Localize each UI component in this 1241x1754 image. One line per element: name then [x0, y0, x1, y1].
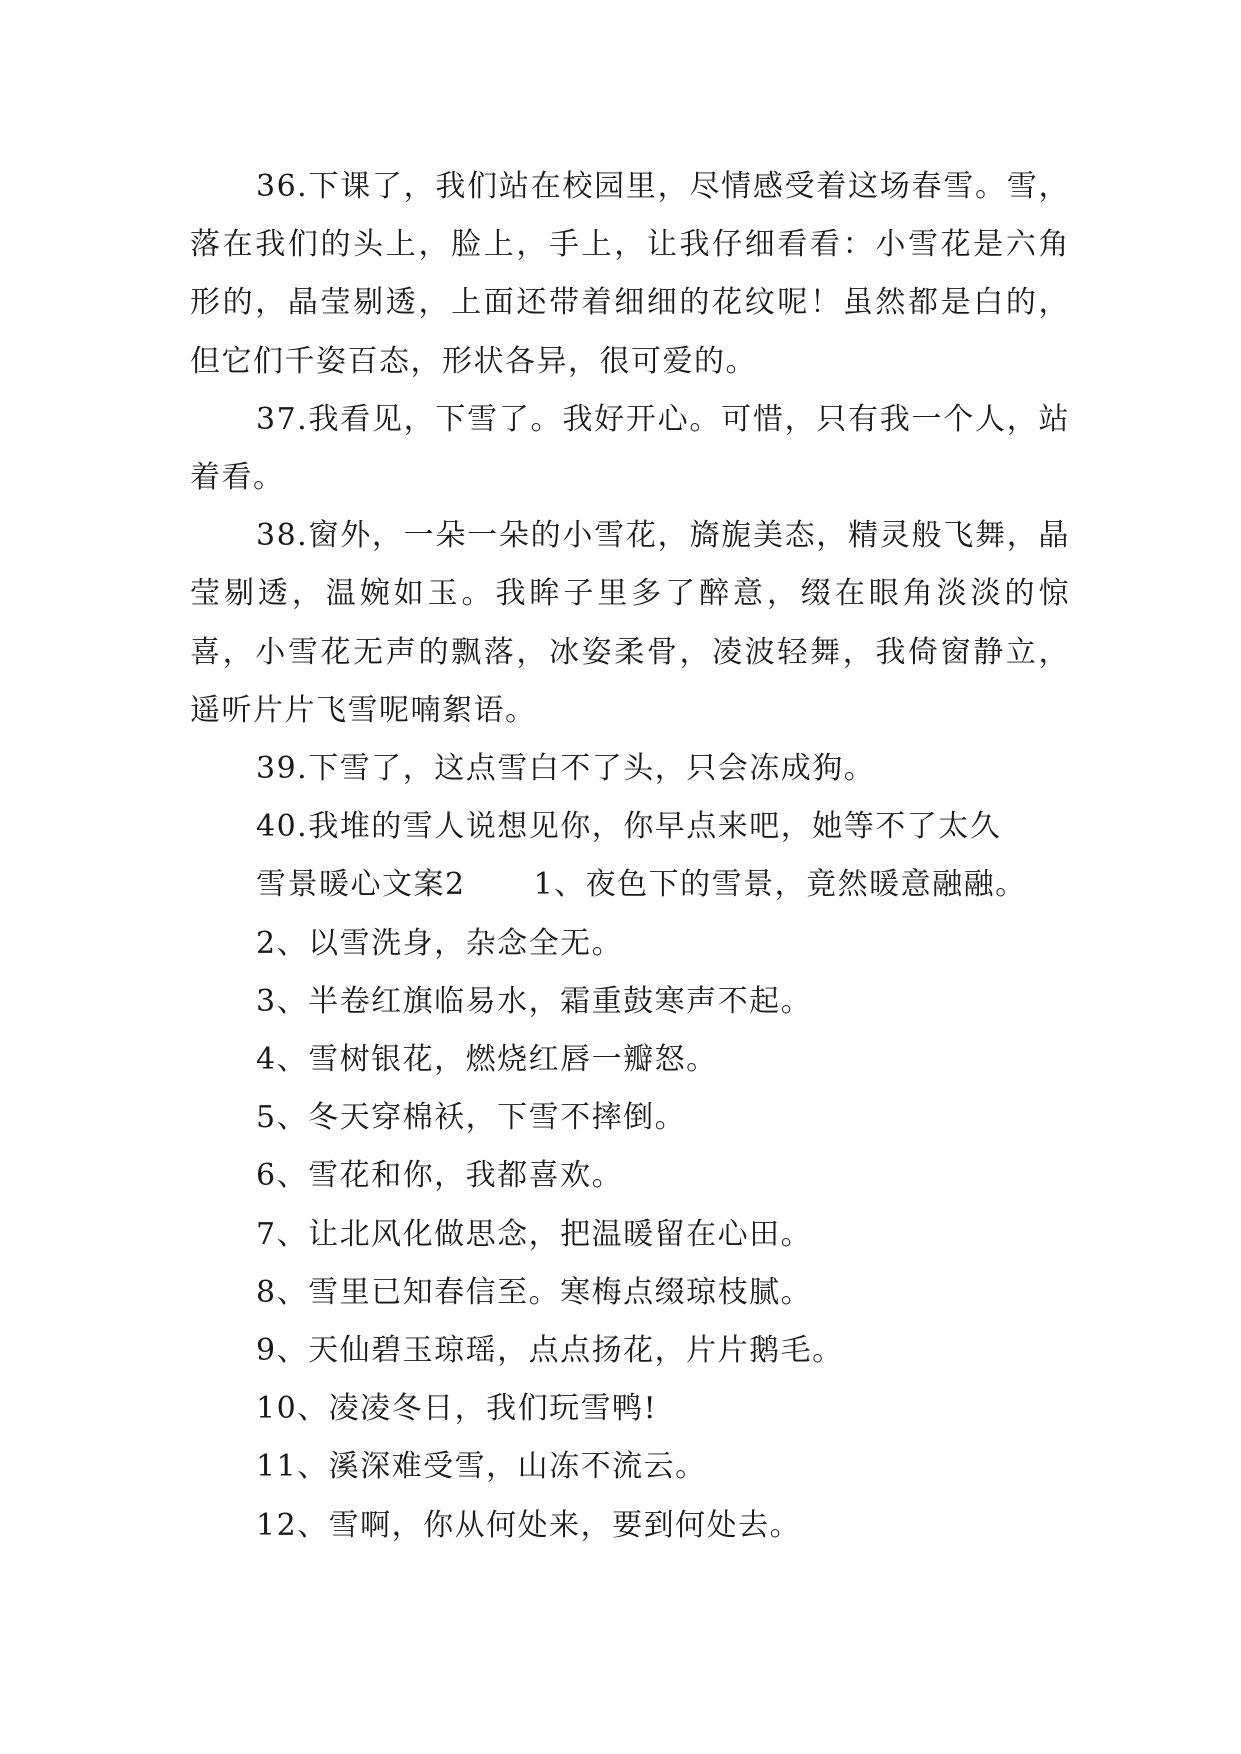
list-item-11: 11、溪深难受雪，山冻不流云。 [256, 1449, 707, 1485]
document-body [190, 158, 1070, 1555]
list-item-7: 7、让北风化做思念，把温暖留在心田。 [256, 1216, 813, 1252]
list-item-10: 10、凌凌冬日，我们玩雪鸭! [256, 1391, 658, 1427]
list-item-12: 12、雪啊，你从何处来，要到何处去。 [256, 1507, 802, 1543]
section-title: 雪景暖心文案2 [256, 867, 466, 903]
section-heading-line [190, 856, 1070, 914]
paragraph-38: 38.窗外，一朵一朵的小雪花，旖旎美态，精灵般飞舞，晶莹剔透，温婉如玉。我眸子里多了醉意，缀在眼角淡淡的惊喜，小雪花无声的飘落，冰姿柔骨，凌波轻舞，我倚窗静立，遥听片片飞雪呢喃絮语。 [190, 518, 1070, 728]
list-item-2: 2、以雪洗身，杂念全无。 [256, 925, 624, 961]
list-item-4: 4、雪树银花，燃烧红唇一瓣怒。 [256, 1042, 718, 1078]
list-item-9: 9、天仙碧玉琼瑶，点点扬花，片片鹅毛。 [256, 1333, 844, 1369]
paragraph-36: 36.下课了，我们站在校园里，尽情感受着这场春雪。雪，落在我们的头上，脸上，手上，让我仔细看看：小雪花是六角形的，晶莹剔透，上面还带着细细的花纹呢！虽然都是白的，但它们千姿百态，形状各异，很可爱的。 [190, 169, 1070, 379]
list-item-6: 6、雪花和你，我都喜欢。 [256, 1158, 624, 1194]
paragraph-39: 39.下雪了，这点雪白不了头，只会冻成狗。 [256, 751, 876, 787]
list-item-8: 8、雪里已知春信至。寒梅点缀琼枝腻。 [256, 1274, 813, 1310]
list-item-5: 5、冬天穿棉袄，下雪不摔倒。 [256, 1100, 687, 1136]
list-item-3: 3、半卷红旗临易水，霜重鼓寒声不起。 [256, 983, 813, 1019]
paragraph-37: 37.我看见，下雪了。我好开心。可惜，只有我一个人，站着看。 [190, 401, 1070, 496]
list-item-1: 1、夜色下的雪景，竟然暖意融融。 [533, 867, 1027, 903]
paragraph-40: 40.我堆的雪人说想见你，你早点来吧，她等不了太久 [256, 809, 1002, 845]
